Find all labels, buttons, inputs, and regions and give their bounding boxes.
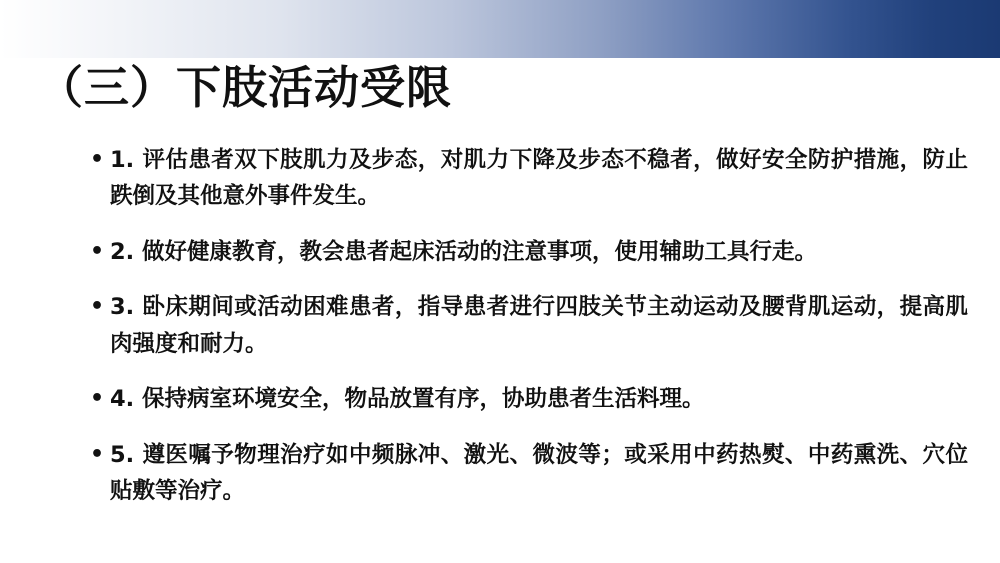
list-item-text: 1. 评估患者双下肢肌力及步态，对肌力下降及步态不稳者，做好安全防护措施，防止跌倒及其他意外事件发生。 (110, 147, 968, 210)
bullet-dot-icon: • (90, 294, 105, 320)
list-item-text: 3. 卧床期间或活动困难患者，指导患者进行四肢关节主动运动及腰背肌运动，提高肌肉强度和耐力。 (110, 294, 968, 357)
list-item (88, 381, 968, 417)
list-item (88, 289, 968, 362)
header-gradient-bar (0, 0, 1000, 58)
bullet-dot-icon: • (90, 441, 105, 467)
list-item (88, 234, 968, 270)
list-item-text: 4. 保持病室环境安全，物品放置有序，协助患者生活料理。 (110, 386, 705, 413)
bullet-list (88, 142, 968, 510)
list-item-text: 2. 做好健康教育，教会患者起床活动的注意事项，使用辅助工具行走。 (110, 238, 818, 265)
list-item (88, 437, 968, 510)
bullet-dot-icon: • (90, 147, 105, 172)
page-title: （三）下肢活动受限 (38, 61, 453, 114)
list-item (88, 142, 968, 215)
bullet-dot-icon: • (90, 238, 105, 264)
bullet-dot-icon: • (90, 386, 105, 412)
list-item-text: 5. 遵医嘱予物理治疗如中频脉冲、激光、微波等；或采用中药热熨、中药熏洗、穴位贴敷等治疗。 (110, 441, 968, 505)
